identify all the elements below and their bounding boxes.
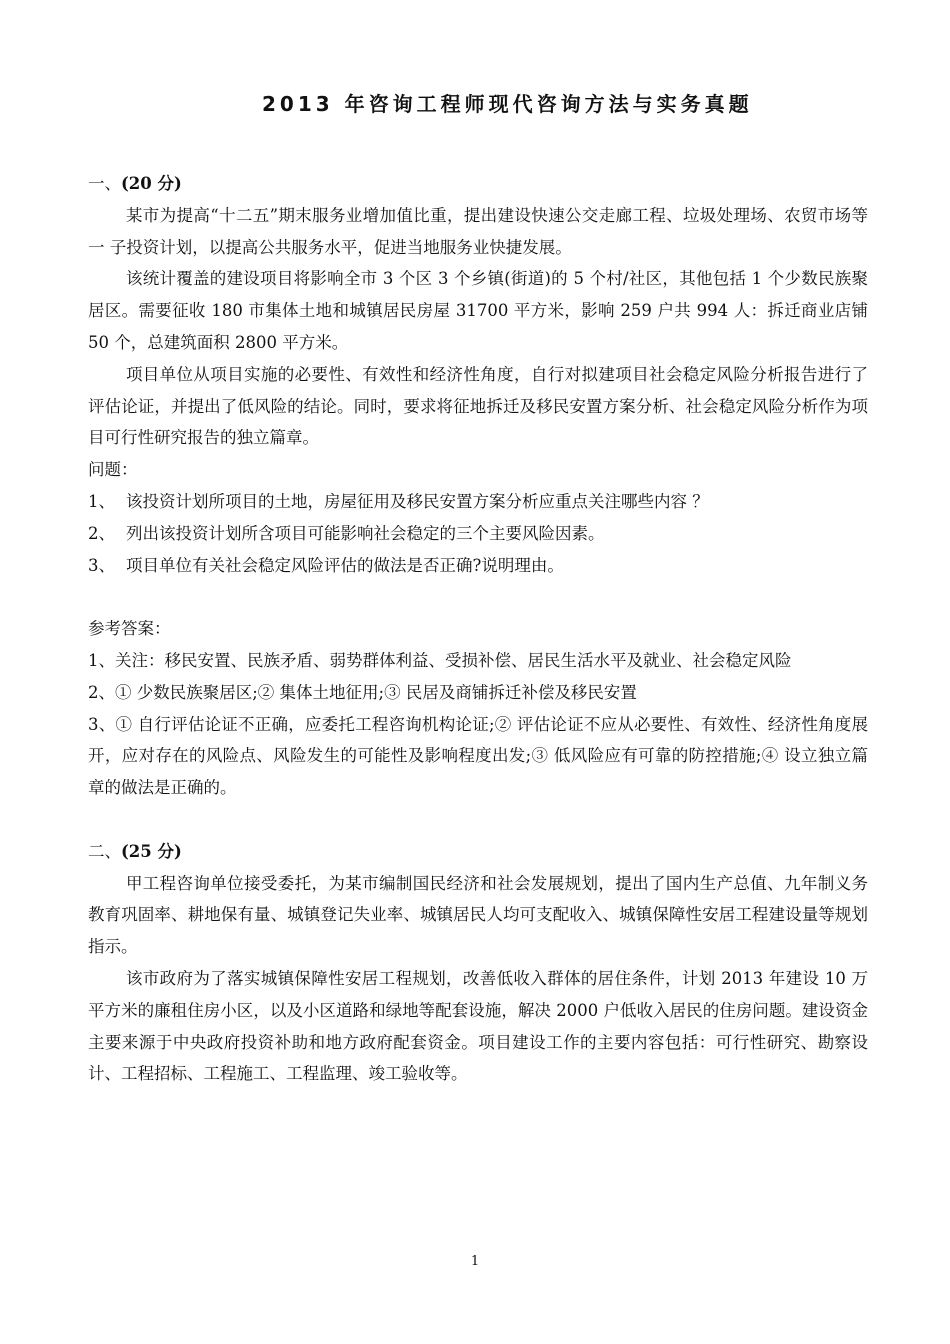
section-1-paragraph-3: 项目单位从项目实施的必要性、有效性和经济性角度，自行对拟建项目社会稳定风险分析报告进行了评估论证，并提出了低风险的结论。同时，要求将征地拆迁及移民安置方案分析、社会稳定风险分析作为项目可行性研究报告的独立篇章。 <box>88 364 868 448</box>
questions-label: 问题： <box>88 460 138 480</box>
spacer <box>88 804 868 836</box>
answer-1: 1、关注：移民安置、民族矛盾、弱势群体利益、受损补偿、居民生活水平及就业、社会稳定风险 <box>88 650 792 670</box>
spacer <box>88 581 868 613</box>
section-1-prefix: 一、 <box>88 174 121 193</box>
section-1-paragraph-1: 某市为提高“十二五”期末服务业增加值比重，提出建设快速公交走廊工程、垃圾处理场、农贸市场等一 子投资计划，以提高公共服务水平，促进当地服务业快捷发展。 <box>88 205 868 257</box>
answer-2: 2、① 少数民族聚居区;② 集体土地征用;③ 民居及商铺拆迁补偿及移民安置 <box>88 682 637 702</box>
page-number: 1 <box>470 1254 480 1269</box>
question-item <box>88 550 868 582</box>
question-text: 该投资计划所项目的土地，房屋征用及移民安置方案分析应重点关注哪些内容 ？ <box>126 491 709 511</box>
section-2-score: (25 分) <box>121 841 182 861</box>
question-item <box>88 518 868 550</box>
question-number: 2、 <box>88 523 115 543</box>
section-2-heading <box>88 836 868 868</box>
question-item <box>88 486 868 518</box>
question-text: 项目单位有关社会稳定风险评估的做法是否正确?说明理由。 <box>126 555 564 575</box>
answers-label: 参考答案： <box>88 619 171 639</box>
section-1-score: (20 分) <box>121 174 182 193</box>
section-2-paragraph-2: 该市政府为了落实城镇保障性安居工程规划，改善低收入群体的居住条件，计划 2013 年建设 10 万平方米的廉租住房小区，以及小区道路和绿地等配套设施，解决 2000 户低收入居民的住房问题。建设资金主要来源于中央政府投资补助和地方政府配套资金。项目建设工作的主要内容包括：可行性研究、勘察设计、工程招标、工程施工、工程监理、竣工验收等。 <box>88 968 868 1084</box>
question-number: 1、 <box>88 491 115 511</box>
section-1-paragraph-2: 该统计覆盖的建设项目将影响全市 3 个区 3 个乡镇(街道)的 5 个村/社区，其他包括 1 个少数民族聚居区。需要征收 180 市集体土地和城镇居民房屋 31700 平方米，影响 259 户共 994 人：拆迁商业店铺 50 个，总建筑面积 2800 平方米。 <box>88 269 868 352</box>
section-2-paragraph-1: 甲工程咨询单位接受委托，为某市编制国民经济和社会发展规划，提出了国内生产总值、九年制义务教育巩固率、耕地保有量、城镇登记失业率、城镇居民人均可支配收入、城镇保障性安居工程建设量等规划指示。 <box>88 873 868 957</box>
page-title: 2013 年咨询工程师现代咨询方法与实务真题 <box>262 92 753 116</box>
section-2-prefix: 二、 <box>88 841 121 861</box>
question-text: 列出该投资计划所含项目可能影响社会稳定的三个主要风险因素。 <box>126 523 605 543</box>
section-1-heading <box>88 168 868 200</box>
answer-3: 3、① 自行评估论证不正确，应委托工程咨询机构论证;② 评估论证不应从必要性、有效性、经济性角度展开，应对存在的风险点、风险发生的可能性及影响程度出发;③ 低风险应有可靠的防控措施;④ 设立独立篇章的做法是正确的。 <box>88 714 868 798</box>
document-body <box>88 168 868 1090</box>
question-number: 3、 <box>88 555 115 575</box>
